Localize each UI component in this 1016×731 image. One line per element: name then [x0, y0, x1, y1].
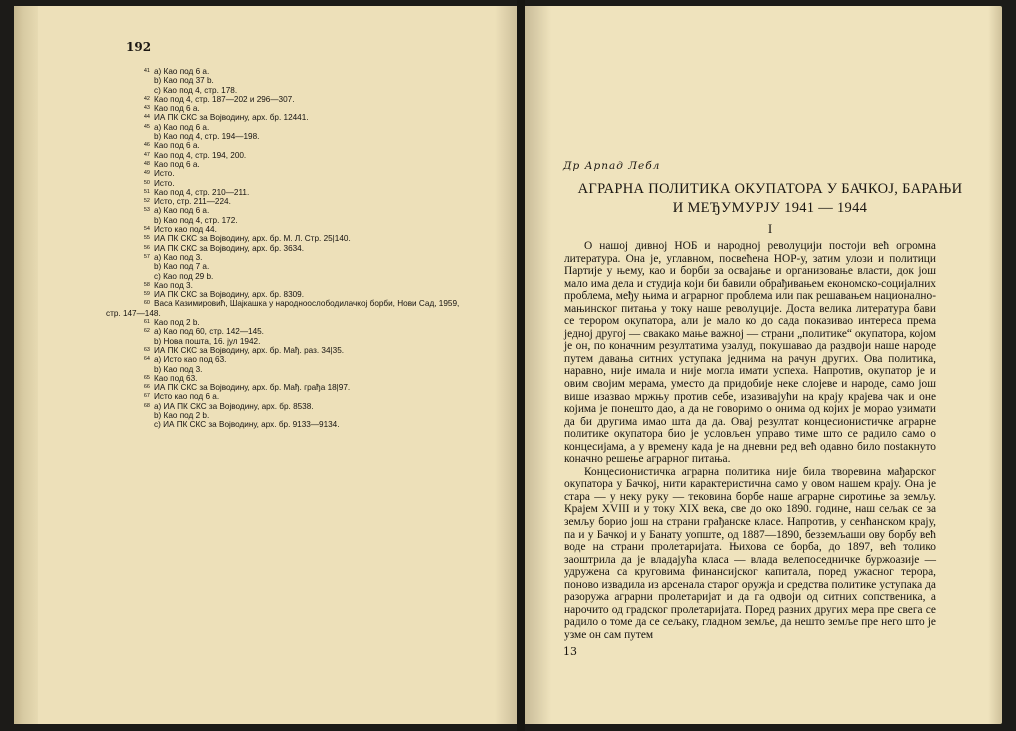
article-title-line-1: АГРАРНА ПОЛИТИКА ОКУПАТОРА У БАЧКОЈ, БАРАЊИ — [577, 181, 963, 197]
endnote-item — [128, 95, 508, 104]
endnote-number: 46 — [143, 142, 150, 149]
endnote-text: Исто. — [154, 169, 175, 179]
endnote-text: стр. 147—148. — [106, 308, 161, 318]
endnote-item — [128, 374, 508, 383]
endnote-item — [128, 290, 508, 299]
endnote-number: 42 — [143, 95, 150, 102]
endnote-item — [128, 216, 508, 225]
endnote-text: ИА ПК СКС за Војводину, арх. бр. 8309. — [154, 290, 305, 300]
endnote-text: Као под 63. — [154, 373, 198, 383]
endnote-item — [128, 206, 508, 215]
endnote-text: Исто, стр. 211—224. — [154, 197, 231, 207]
endnote-number: 47 — [143, 151, 150, 158]
endnote-item — [128, 197, 508, 206]
endnote-number: 52 — [143, 198, 150, 205]
endnote-item — [128, 67, 508, 76]
endnote-text: ИА ПК СКС за Војводину, арх. бр. 3634. — [154, 243, 305, 253]
endnote-text: Исто. — [154, 178, 175, 188]
endnote-item — [128, 262, 508, 271]
endnote-text: Као под 6 а. — [154, 159, 200, 169]
endnote-number: 53 — [143, 207, 150, 214]
endnote-number: 45 — [143, 123, 150, 130]
endnote-number: 67 — [143, 393, 150, 400]
endnote-item — [128, 225, 508, 234]
endnote-number: 55 — [143, 235, 150, 242]
endnote-item — [128, 151, 508, 160]
endnote-item — [128, 318, 508, 327]
book-gutter — [517, 0, 525, 731]
endnote-number: 62 — [143, 328, 150, 335]
endnote-number: 64 — [143, 356, 150, 363]
endnotes-list — [106, 67, 508, 430]
endnote-text: b) Као под 4, стр. 172. — [154, 215, 238, 225]
endnote-number: 57 — [143, 253, 150, 260]
left-page-number: 192 — [126, 40, 152, 54]
endnote-item — [128, 411, 508, 420]
endnote-number: 48 — [143, 160, 150, 167]
endnote-item — [128, 234, 508, 243]
endnote-text: c) ИА ПК СКС за Војводину, арх. бр. 9133—9134. — [154, 420, 340, 430]
endnote-text: Исто као под 44. — [154, 225, 217, 235]
endnote-text: ИА ПК СКС за Војводину, арх. бр. Мађ. раз. 34|35. — [154, 345, 345, 355]
endnote-text: Васа Казимировић, Шајкашка у народноослободилачкој борби, Нови Сад, 1959, — [154, 299, 460, 309]
endnote-number: 41 — [143, 68, 150, 74]
endnote-item — [128, 365, 508, 374]
endnote-number: 63 — [143, 346, 150, 353]
endnote-text: Исто као под 6 а. — [154, 392, 220, 402]
endnote-text: ИА ПК СКС за Војводину, арх. бр. Мађ. грађа 18|97. — [154, 383, 351, 393]
endnote-item — [128, 253, 508, 262]
endnote-text: Као под 4, стр. 210—211. — [154, 187, 250, 197]
endnote-text: b) Нова пошта, 16. јул 1942. — [154, 336, 261, 346]
endnote-item — [128, 299, 508, 308]
endnote-text: a) Исто као под 63. — [154, 355, 227, 365]
endnote-item — [128, 420, 508, 429]
endnote-text: ИА ПК СКС за Војводину, арх. бр. М. Л. Стр. 25|140. — [154, 234, 351, 244]
endnote-number: 51 — [143, 188, 150, 195]
endnote-text: Као под 4, стр. 187—202 и 296—307. — [154, 94, 295, 104]
endnote-item — [128, 355, 508, 364]
endnote-number: 60 — [143, 300, 150, 307]
endnote-item — [128, 244, 508, 253]
endnote-text: Као под 6 а. — [154, 141, 200, 151]
endnote-number: 54 — [143, 226, 150, 233]
article-body — [564, 240, 936, 642]
endnote-item — [128, 272, 508, 281]
endnote-text: c) Као под 4, стр. 178. — [154, 85, 238, 95]
endnote-number: 56 — [143, 244, 150, 251]
section-number: I — [767, 221, 773, 236]
endnote-item — [128, 104, 508, 113]
endnote-item — [128, 113, 508, 122]
endnote-item — [106, 309, 508, 318]
article-title-line-2: И МЕЂУМУРЈУ 1941 — 1944 — [672, 200, 868, 216]
endnote-number: 65 — [143, 374, 150, 381]
article-title — [560, 180, 980, 218]
endnote-number: 59 — [143, 291, 150, 298]
endnote-text: Као под 2 b. — [154, 318, 200, 328]
endnote-text: b) Као под 3. — [154, 364, 203, 374]
endnote-item — [128, 402, 508, 411]
endnote-number: 43 — [143, 105, 150, 112]
endnote-item — [128, 337, 508, 346]
endnote-item — [128, 281, 508, 290]
endnote-item — [128, 160, 508, 169]
right-page-number: 13 — [563, 645, 577, 658]
endnote-number: 44 — [143, 114, 150, 121]
endnote-text: ИА ПК СКС за Војводину, арх. бр. 12441. — [154, 113, 309, 123]
endnote-number: 50 — [143, 179, 150, 186]
endnote-item — [128, 76, 508, 85]
endnote-item — [128, 383, 508, 392]
endnote-text: b) Као под 2 b. — [154, 410, 210, 420]
endnote-text: a) Као под 3. — [154, 252, 203, 262]
endnote-item — [128, 392, 508, 401]
article-author: Др Арпад Лебл — [563, 160, 661, 172]
endnote-item — [128, 188, 508, 197]
endnote-item — [128, 179, 508, 188]
body-paragraph-1: О нашој дивној НОБ и народној револуцији постоји већ огромна литература. Она је, углавном, посвећена НОР-у, затим улози и политици Партије у њему, као и борби за освајање и организовање власти, док још мало има дела и студија који би бавили обрађивањем економско-социјалних проблема, међу њима и аграрног проблема или пак решавањем национално-мањинског питања у току наше револуције. Доста велика литература бави се терором окупатора, али је мало ко до сада показивао интереса према једној другој — свакако мање важној — страни „политике“ окупатора, којом је он, по коначним резултатима узалуд, покушавао да раздвоји наше народе путем давања ситних уступака једнима на рачун других. Ова политика, наравно, није имала и није могла имати успеха. Напротив, окупатор је и овим својим мерама, уместо да придобије неке слојеве и народе, само још више изазвао мржњу против себе, изазивајући на крају крајева чак и оне којима је понешто дао, а да не говоримо о онима од којих је морао узимати да би другима имао шта да да. Овај резултат концесионистичке аграрне политике окупатора био је условљен управо тиме што се радило само о концесијама, а у времену када је на дневни ред већ одавно било пostaкнуто коначно решење аграрног питања. — [564, 240, 936, 466]
endnote-text: c) Као под 29 b. — [154, 271, 214, 281]
endnote-number: 58 — [143, 281, 150, 288]
endnote-item — [128, 123, 508, 132]
endnote-item — [128, 327, 508, 336]
endnote-text: Као под 3. — [154, 280, 193, 290]
endnote-item — [128, 141, 508, 150]
endnote-text: b) Као под 4, стр. 194—198. — [154, 132, 260, 142]
endnote-text: a) Као под 6 а. — [154, 122, 210, 132]
endnote-number: 66 — [143, 384, 150, 391]
endnote-text: a) ИА ПК СКС за Војводину, арх. бр. 8538. — [154, 401, 314, 411]
endnote-item — [128, 132, 508, 141]
endnote-text: b) Као под 7 а. — [154, 262, 210, 272]
endnote-number: 61 — [143, 319, 150, 326]
endnote-text: b) Као под 37 b. — [154, 76, 214, 86]
endnote-item — [128, 346, 508, 355]
endnote-number: 68 — [143, 402, 150, 409]
endnote-text: a) Као под 6 а. — [154, 67, 210, 76]
endnote-number: 49 — [143, 170, 150, 177]
endnote-item — [128, 169, 508, 178]
endnote-text: Као под 4, стр. 194, 200. — [154, 150, 247, 160]
endnote-item — [128, 86, 508, 95]
endnote-text: Као под 6 а. — [154, 104, 200, 114]
body-paragraph-2: Концесионистичка аграрна политика није била творевина мађарског окупатора у Бачкој, нити карактеристична само у овом нашем крају. Она је стара — у неку руку — тековина борбе наше аграрне сиротиње за земљу. Крајем XVIII и у току XIX века, све до око 1890. године, наш сељак се за земљу борио још на страни грађанске класе. Напротив, у сенћанском крају, па и у Бачкој и у Банату уопште, од 1887—1890, безземљаши ову борбу већ воде на страни пролетаријата. Њихова се борба, до 1897, већ толико заоштрила да је владајућа класа — влада велепоседничке буржоазије — удружена са круговима финансијског капитала, поред ужасног терора, поново извадила из арсенала старог оружја и средства политике уступака да разоружа аграрни пролетаријат и да га одвоји од ситних сопственика, а нарочито од градског пролетаријата. Поред разних других мера пре свега се радило о томе да се сељаку, гладном земље, да нешто земље пре него што је узме он сам путем — [564, 465, 936, 641]
endnote-text: a) Као под 60, стр. 142—145. — [154, 327, 264, 337]
endnote-text: a) Као под 6 а. — [154, 206, 210, 216]
